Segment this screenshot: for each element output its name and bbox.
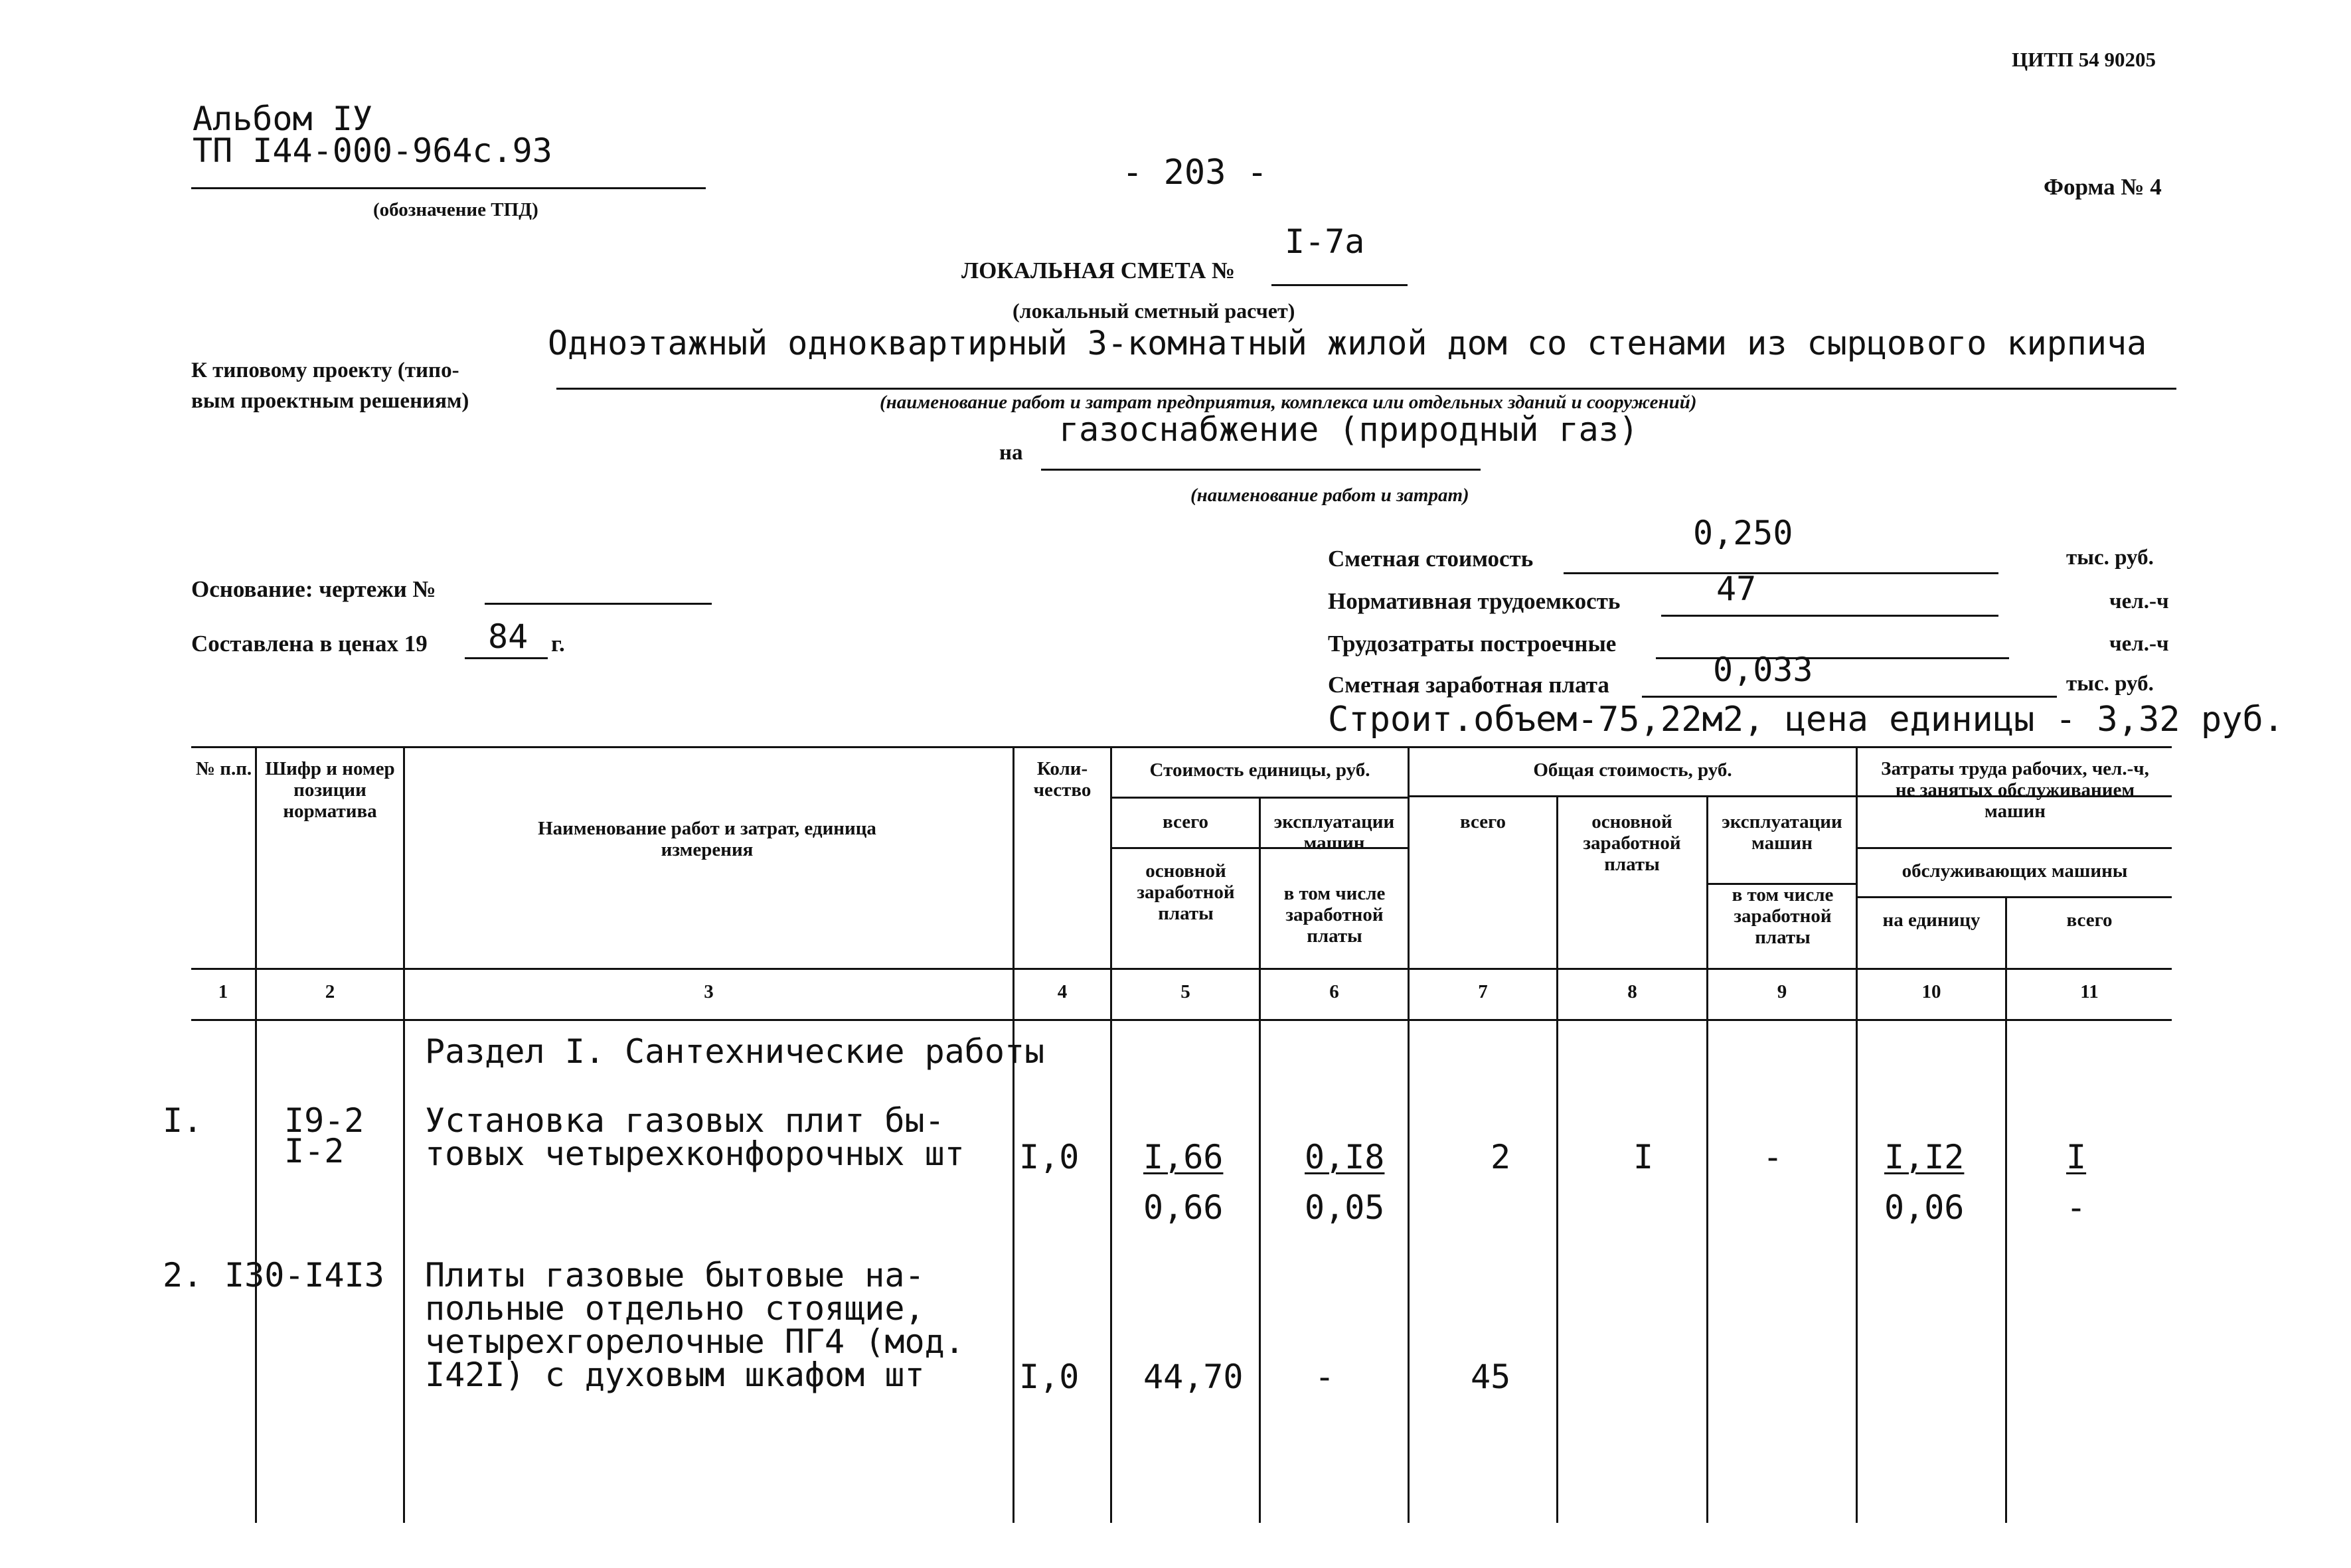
col-header-per-unit: на единицу — [1882, 909, 1981, 931]
wage-underline — [1642, 696, 2057, 698]
col-header-unit-cost: Стоимость единицы, руб. — [1149, 759, 1370, 781]
cost-label: Сметная стоимость — [1328, 546, 1534, 572]
project-caption: (наименование работ и затрат предприятия, комплекса или отдельных зданий и сооружений) — [880, 392, 1697, 413]
col-number-9: 9 — [1777, 981, 1787, 1002]
labor-label: Нормативная трудоемкость — [1328, 588, 1621, 614]
site-labor-underline — [1656, 657, 2009, 659]
album-label: Альбом IУ — [193, 100, 372, 138]
col-header-total-cost: Общая стоимость, руб. — [1533, 759, 1732, 781]
cost-underline — [1564, 572, 1998, 574]
row-code-line2: I-2 — [284, 1132, 345, 1170]
col-divider-5 — [1259, 797, 1261, 1523]
labor-subline-2 — [1856, 896, 2172, 898]
col-header-total-all: всего — [1459, 811, 1506, 832]
wage-value: 0,033 — [1713, 651, 1813, 689]
col-divider-6 — [1408, 746, 1410, 1523]
project-designation: ТП I44-000-964с.93 — [193, 131, 552, 170]
col-header-unit-all: всего — [1162, 811, 1209, 832]
basis-label: Основание: чертежи № — [191, 576, 436, 602]
col-header-serving: обслуживающих машины — [1902, 860, 2128, 882]
col-header-quantity: Коли- чество — [1033, 758, 1092, 801]
work-name: газоснабжение (природный газ) — [1059, 410, 1639, 449]
row-unit-main-wage: 0,66 — [1143, 1188, 1224, 1227]
row-unit-machines-wage: 0,05 — [1305, 1188, 1385, 1227]
col-divider-4 — [1110, 746, 1112, 1523]
row-name-line2: польные отдельно стоящие, — [425, 1289, 925, 1328]
row-unit-total: I,66 — [1143, 1138, 1224, 1176]
labor-unit: чел.-ч — [2109, 589, 2169, 613]
col-number-5: 5 — [1180, 981, 1190, 1002]
site-labor-unit: чел.-ч — [2109, 632, 2169, 656]
row-labor-total-serving: - — [2066, 1188, 2087, 1227]
col-number-8: 8 — [1627, 981, 1637, 1002]
col-header-unit-incl-wage: в том числе заработной платы — [1283, 883, 1386, 947]
project-label-line2: вым проектным решениям) — [191, 389, 469, 413]
col-divider-3 — [1013, 746, 1014, 1523]
basis-underline — [485, 603, 712, 605]
table-numbers-bottom — [191, 1019, 2172, 1021]
col-number-11: 11 — [2080, 981, 2099, 1002]
section-title: Раздел I. Сантехнические работы — [425, 1032, 1045, 1071]
row-unit-machines: - — [1315, 1358, 1335, 1396]
site-labor-label: Трудозатраты построечные — [1328, 631, 1617, 657]
table-header-bottom — [191, 968, 2172, 970]
col-divider-7 — [1556, 795, 1558, 1523]
row-code-line1: I9-2 — [284, 1101, 365, 1140]
row-code-line1: I30-I4I3 — [224, 1256, 384, 1294]
col-header-total-machines: эксплуатации машин — [1722, 811, 1842, 854]
cost-value: 0,250 — [1693, 514, 1793, 552]
col-header-total-main-wage: основной заработной платы — [1583, 811, 1681, 875]
row-name-line2: товых четырехконфорочных шт — [425, 1135, 965, 1173]
row-quantity: I,0 — [1019, 1358, 1080, 1396]
col-header-total-incl-wage: в том числе заработной платы — [1732, 884, 1834, 948]
col-number-2: 2 — [325, 981, 335, 1002]
col-divider-8 — [1706, 795, 1708, 1523]
smeta-title: ЛОКАЛЬНАЯ СМЕТА № — [961, 258, 1236, 283]
volume-note: Строит.объем-75,22м2, цена единицы - 3,32 руб. — [1328, 700, 2285, 740]
project-name: Одноэтажный одноквартирный 3-комнатный жилой дом со стенами из сырцового кирпича — [548, 324, 2147, 362]
row-unit-total: 44,70 — [1143, 1358, 1244, 1396]
col-divider-2 — [403, 746, 405, 1523]
prices-label: Составлена в ценах 19 — [191, 631, 428, 657]
col-number-1: 1 — [218, 981, 228, 1002]
row-labor-unit: I,I2 — [1884, 1138, 1965, 1176]
designation-caption: (обозначение ТПД) — [373, 199, 538, 220]
on-label: на — [999, 441, 1023, 465]
project-label-line1: К типовому проекту (типо- — [191, 358, 459, 382]
row-quantity: I,0 — [1019, 1138, 1080, 1176]
row-total-machines: - — [1763, 1138, 1783, 1176]
wage-label: Сметная заработная плата — [1328, 672, 1609, 698]
prices-year: 84 — [488, 617, 528, 656]
table-top-border — [191, 746, 2172, 748]
project-underline — [556, 388, 2176, 390]
col-number-10: 10 — [1921, 981, 1941, 1002]
page-number: - 203 - — [1122, 153, 1268, 193]
col-header-labor-total: всего — [2066, 909, 2113, 931]
row-name-line4: I42I) с духовым шкафом шт — [425, 1356, 925, 1394]
col-header-name: Наименование работ и затрат, единица измерения — [538, 818, 876, 860]
smeta-number-underline — [1271, 284, 1408, 286]
prices-suffix: г. — [551, 631, 565, 657]
row-number: 2. — [163, 1256, 203, 1294]
col-header-code: Шифр и номер позиции норматива — [265, 758, 395, 822]
form-number: Форма № 4 — [2044, 174, 2162, 200]
smeta-number: I-7а — [1285, 222, 1365, 261]
row-name-line1: Установка газовых плит бы- — [425, 1101, 945, 1140]
smeta-subtitle: (локальный сметный расчет) — [1013, 299, 1295, 323]
wage-unit: тыс. руб. — [2066, 672, 2154, 696]
row-total: 2 — [1491, 1138, 1511, 1176]
col-header-unit-main-wage: основной заработной платы — [1137, 860, 1235, 924]
row-unit-machines: 0,I8 — [1305, 1138, 1385, 1176]
col-number-7: 7 — [1478, 981, 1488, 1002]
col-number-3: 3 — [704, 981, 714, 1002]
col-divider-1 — [255, 746, 257, 1523]
row-name-line1: Плиты газовые бытовые на- — [425, 1256, 925, 1294]
col-number-6: 6 — [1329, 981, 1339, 1002]
col-header-unit-machines: эксплуатации машин — [1273, 811, 1395, 854]
col-header-number: № п.п. — [195, 758, 252, 779]
row-total: 45 — [1471, 1358, 1511, 1396]
work-name-caption: (наименование работ и затрат) — [1190, 485, 1469, 506]
designation-underline — [191, 187, 706, 189]
col-number-4: 4 — [1057, 981, 1068, 1002]
row-number: I. — [163, 1101, 203, 1140]
row-labor-unit-serving: 0,06 — [1884, 1188, 1965, 1227]
labor-underline — [1661, 615, 1998, 617]
labor-value: 47 — [1716, 570, 1757, 608]
labor-subline — [1856, 847, 2172, 849]
work-name-underline — [1041, 469, 1481, 471]
document-code: ЦИТП 54 90205 — [2012, 48, 2156, 71]
prices-year-underline — [465, 657, 548, 659]
row-name-line3: четырехгорелочные ПГ4 (мод. — [425, 1322, 965, 1361]
row-labor-total: I — [2066, 1138, 2087, 1176]
cost-unit: тыс. руб. — [2066, 546, 2154, 570]
row-total-main-wage: I — [1633, 1138, 1654, 1176]
col-header-labor: Затраты труда рабочих, чел.-ч, не занятых обслуживанием машин — [1881, 758, 2149, 822]
